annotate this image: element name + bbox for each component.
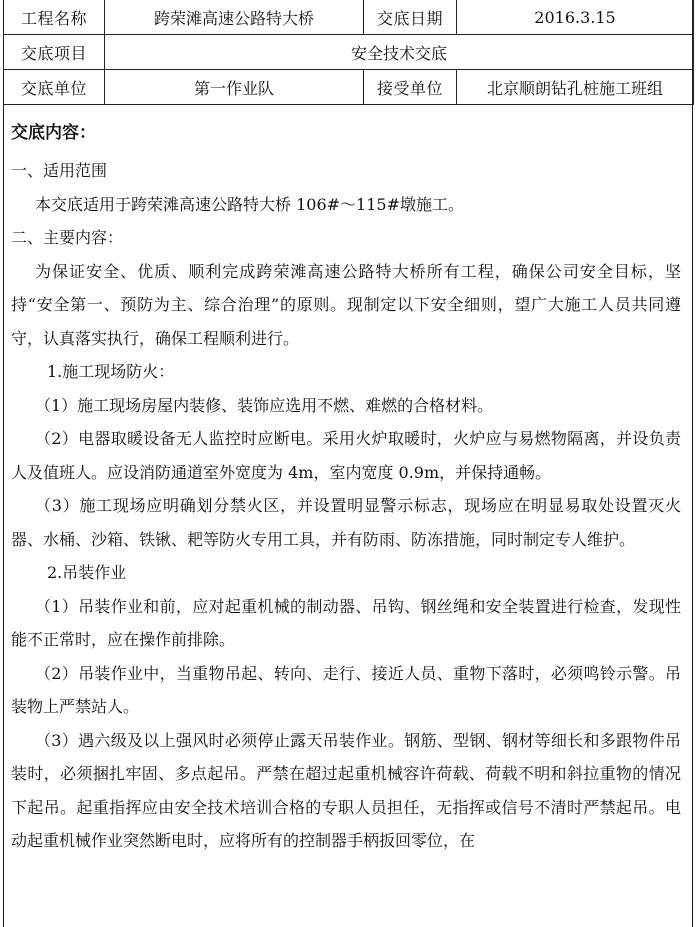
fire-item-1: （1）施工现场房屋内装修、装饰应选用不燃、难燃的合格材料。 — [35, 395, 494, 415]
receiver-label: 接受单位 — [364, 70, 457, 105]
unit-label: 交底单位 — [4, 70, 105, 105]
fire-item-2: （2）电器取暖设备无人监控时应断电。采用火炉取暖时，火炉应与易燃物隔离，并设负责人及值班人。应设消防通道室外宽度为 4m，室内宽度 0.9m，并保持通畅。 — [11, 429, 681, 482]
receiver-value: 北京顺朗钻孔桩施工班组 — [457, 70, 694, 105]
fire-item-3: （3）施工现场应明确划分禁火区，并设置明显警示标志，现场应在明显易取处设置灭火器、水桶、沙箱、铁锹、耙等防火专用工具，并有防雨、防冻措施，同时制定专人维护。 — [11, 496, 681, 549]
date-label: 交底日期 — [364, 0, 457, 35]
header-table — [3, 0, 694, 105]
lift-item-1: （1）吊装作业和前，应对起重机械的制动器、吊钩、钢丝绳和安全装置进行检查，发现性能不正常时，应在操作前排除。 — [11, 596, 681, 649]
project-name-label: 工程名称 — [4, 0, 105, 35]
fire-heading: 1.施工现场防火： — [47, 362, 175, 381]
project-name-value: 跨荣滩高速公路特大桥 — [105, 0, 364, 35]
header-row-unit — [4, 70, 694, 105]
unit-value: 第一作业队 — [105, 70, 364, 105]
section-2-intro: 为保证安全、优质、顺利完成跨荣滩高速公路特大桥所有工程，确保公司安全目标，坚持“安全第一、预防为主、综合治理”的原则。现制定以下安全细则，望广大施工人员共同遵守，认真落实执行，确保工程顺利进行。 — [11, 261, 681, 348]
section-1-heading: 一、适用范围 — [11, 161, 108, 180]
item-label: 交底项目 — [4, 35, 105, 70]
section-1-text: 本交底适用于跨荣滩高速公路特大桥 106#～115#墩施工。 — [35, 194, 464, 214]
lift-item-2: （2）吊装作业中，当重物吊起、转向、走行、接近人员、重物下落时，必须鸣铃示警。吊装物上严禁站人。 — [11, 663, 681, 716]
lift-item-3: （3）遇六级及以上强风时必须停止露天吊装作业。钢筋、型钢、钢材等细长和多跟物件吊装时，必须捆扎牢固、多点起吊。严禁在超过起重机械容许荷载、荷载不明和斜拉重物的情况下起吊。起重指挥应由安全技术培训合格的专职人员担任，无指挥或信号不清时严禁起吊。电动起重机械作业突然断电时，应将所有的控制器手柄扳回零位，在 — [11, 730, 681, 850]
disclosure-content — [3, 104, 693, 858]
header-row-project — [4, 0, 694, 35]
header-row-item — [4, 35, 694, 70]
content-title: 交底内容： — [11, 123, 96, 143]
lift-heading: 2.吊装作业 — [47, 563, 127, 582]
item-value: 安全技术交底 — [105, 35, 694, 70]
section-2-heading: 二、主要内容： — [11, 228, 124, 247]
date-value: 2016.3.15 — [457, 0, 694, 35]
